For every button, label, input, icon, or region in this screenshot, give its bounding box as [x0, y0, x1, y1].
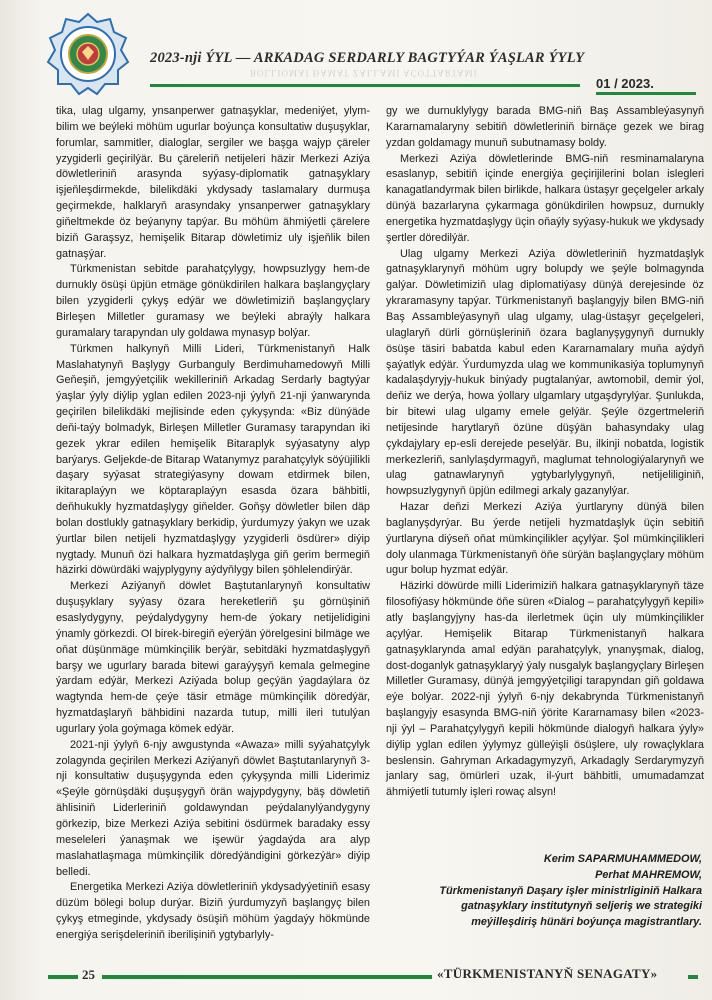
footer-rule-middle [102, 975, 432, 979]
header-title: 2023-nji ÝYL — ARKADAG SERDARLY BAGTYÝAR ÝAŞLAR ÝYLY [150, 50, 585, 66]
paragraph: Türkmen halkynyň Milli Lideri, Türkmenistanyň Halk Maslahatynyň Başlygy Gurbanguly Berdimuhamedowyň Milli Geňeşiň, jemgyýetçilik wekilleriniň Arkadag Serdarly bagtyýar ýaşlar ýyly diýlip yglan edilen 2023-nji ýylyň 21-nji ýanwarynda geçirilen bilelikdäki mejlisinde eden çykyşynda: «Biz dünýäde deňi-taýy bolmadyk, Birleşen Milletler Guramasy tarapyndan iki gezek ykrar edilen hemişelik Bitaraplyk syýasatyny alyp barýarys. Geljekde-de Bitarap Watanymyz parahatçylyk söýüjilikli daşary syýasat strategiýasyny dowam etdirmek bilen, ikitaraplaýyn we köptaraplaýyn esasda özara bähbitli, deňhukukly hyzmatdaşlygy giňelder. Goňşy döwletler bilen däp bolan dostlukly gatnaşyklary berkidip, ýurdumyzy ýakyn we uzak ýurtlar bilen netijeli hyzmatdaşlygy yzygiderli ösdürer» diýip nygtady. Munuň özi halkara hyzmatdaşlyga giň gerim bermegiň häzirki döwürdäki wajyplygyny aýdyňlygy bilen şöhlelendirýär. [56, 342, 370, 577]
paragraph: tika, ulag ulgamy, ynsanperwer gatnaşyklar, medeniýet, ylym-bilim we beýleki möhüm ugurlar boýunça konsultatiw duşuşyklar, forumlar, sammitler, dialoglar, sergiler we başga wajyp çäreler yzygiderli geçirilýär. Bu çäreleriň netijeleri häzir Merkezi Aziýa döwletleriniň arasynda syýasy-diplomatik gatnaşyklary işjeňleşdirmekde, bilelikdäki ykdysady taslamalary durmuşa geçirmekde, halklaryň arasyndaky ynsanperwer gatnaşyklary giňeltmekde öz beýanyny tapýar. Bu möhüm ähmiýetli çärelere biziň Garaşsyz, hemişelik Bitarap döwletimiz uly işjeňlik bilen gatnaşýar. [56, 105, 370, 260]
paragraph: Ulag ulgamy Merkezi Aziýa döwletleriniň hyzmatdaşlyk gatnaşyklarynyň möhüm ugry bolupdy we şeýle bolmagynda galýar. Döwletimiziň ulag diplomatiýasy dünýä derejesinde öz ykraramasyny tapýar. Türkmenistanyň başlangyjy bilen BMG-niň Baş Assambleýasynyň ulag ulgamy, ulag-üstaşyr geçelgeleri, ulaglaryň dürli görnüşleriniň özara baglanyşygynyň durnukly ösüşe täsiri babatda kabul eden Kararnamalary muňa aýdyň şaýatlyk edýär. Ýurdumyzda ulag we kommunikasiýa toplumynyň kadalaşdyryjy-hukuk binýady pugtalanýar, awtomobil, demir ýol, deňiz we derýa, howa ýollary ulgamlary utgaşdyrylýar. Şunlukda, bir bitewi ulag ulgamy emele gelýär. Şeýle özgertmeleriň netijesinde harytlaryň özüne düşýän bahasyndaky ulag çykdajylary ep-esli derejede peselýär. Bu, ilkinji nobatda, logistik merkezleriň, sanlylaşdyrmagyň, maglumat tehnologiýalarynyň we ulag gatnawlarynyň ygtybarlylygynyň, netijeliliginiň, howpsuzlygynyň üpjün edilmegi arkaly gazanylýar. [386, 247, 704, 498]
emblem-logo-icon [46, 12, 130, 96]
footer-rule-right [688, 975, 698, 979]
author-signature [410, 852, 702, 931]
journal-title: «TÜRKMENISTANYŇ SENAGATY» [437, 966, 658, 981]
paragraph: Hazar deňzi Merkezi Aziýa ýurtlaryny dünýä bilen baglanyşdyrýar. Bu ýerde netijeli hyzmatdaşlyk üçin sebitiň ýurtlaryna diýseň oňat mümkinçilikler açylýar. Şol mümkinçilikleri doly ulanmaga Türkmenistanyň öňe sürýän başlangyçlary möhüm ugur bolup hyzmat edýär. [386, 501, 704, 577]
paragraph: gy we durnuklylygy barada BMG-niň Baş Assambleýasynyň Kararnamalaryny sebitiň döwletleriniň birnäçe gezek we birag yzdan goldamagy munuň subutnamasy boldy. [386, 105, 704, 149]
header-ghost-text: BOLLIOMAI ĐAMAT ZALLAMI AĆOTTARTAMI [250, 68, 478, 78]
paragraph: 2021-nji ýylyň 6-njy awgustynda «Awaza» milli syýahatçylyk zolagynda geçirilen Merkezi Aziýanyň döwlet Baştutanlarynyň 3-nji konsultatiw duşuşygynda eden çykyşynda milli Liderimiz «Şeýle görnüşdäki duşuşygyň örän wajypdygyny, bäş döwletiň ählisiniň Liderleriniň goldawyndan peýdalanylýandygyny görkezip, bize Merkezi Aziýa sebitini ösdürmek baradaky essy meseleleri ýanaşmak we işewür ýagdaýda ara alyp maslahatlaşmaga mümkinçilik döredýändigini görkezýär» diýip belledi. [56, 738, 370, 878]
author-name: Perhat MAHREMOW, [595, 868, 702, 881]
author-affiliation: Türkmenistanyň Daşary işler ministrliginiň Halkara gatnaşyklary institutynyň seljeriş we strategiki meýilleşdiriş hünäri boýunça magistrantlary. [439, 884, 702, 929]
header-rule [150, 84, 580, 87]
paragraph: Merkezi Aziýanyň döwlet Baştutanlarynyň konsultatiw duşuşyklary syýasy özara hereketleriň şu görnüşiniň esaslydygyny, peýdalydygyny hem-de ýokary netijelidigini ýnamly görkezdi. Ol birek-biregiň eýerýän ýörelgesini bilmäge we oňat düşünmäge mümkinçilik berýär, sebitdäki hyzmatdaşlygyň barşy we ugurlary barada bitewi garaýyşyň kemala gelmegine ýardam edýär, Merkezi Aziýada bolup geçýän ýagdaýlara öz wagtynda hem-de çeýe täsir etmäge mümkinçilik döredýär, hyzmatdaşlaryň bähbidini nazarda tutup, milli ileri tutulýan ugurlary ýola goýmaga kömek edýär. [56, 580, 370, 735]
right-column [386, 104, 704, 801]
paragraph: Merkezi Aziýa döwletlerinde BMG-niň resminamalaryna esaslanyp, sebitiň içinde energiýa geçirijilerini bolan islegleri kanagatlandyrmak bilen birlikde, halkara üstaşyr geçelgeler arkaly dünýä bazarlaryna çykarmaga gönükdirilen howpsuz, durnukly energetika hyzmatdaşlygy üçin oňaýly syýasy-hukuk we ykdysady şertler döredilýär. [386, 152, 704, 244]
paragraph: Häzirki döwürde milli Liderimiziň halkara gatnaşyklarynyň täze filosofiýasy hökmünde öňe süren «Dialog – parahatçylygyň kepili» atly başlangyjyny has-da ilerletmek üçin uly mümkinçilikler açylýar. Hemişelik Bitarap Türkmenistanyň halkara gatnaşyklarynda amal edýän parahatçylyk, ynanyşmak, dialog, dost-doganlyk gatnaşyklaryý ýaly nusgalyk başlangyçlary Birleşen Milletler Guramasy, dünýä jemgyýetçiligi tarapyndan giň goldawa eýe bolýar. 2022-nji ýylyň 6-njy dekabrynda Türkmenistanyň başlangyjy esasynda BMG-niň ýörite Kararnamasy bilen «2023-nji ýyl – Parahatçylygyň kepili hökmünde dialogyň halkara ýyly» diýlip yglan edilen ýylymyz gülleýişli ösüşlere, uly rowaçlyklara beslensin. Gahryman Arkadagymyzyň, Arkadagly Serdarymyzyň janlary sag, ömürleri uzak, il-ýurt bähbitli, umumadamzat ähmiýetli tutumly işleri rowaç alsyn! [386, 580, 704, 799]
paragraph: Energetika Merkezi Aziýa döwletleriniň ykdysadyýetiniň esasy düzüm bölegi bolup durýar. Biziň ýurdumyzyň başlangyç bilen çykyş etmeginde, ykdysady ösüşiň möhüm ýagdaýy hökmünde energiýa serişdeleriniň iberilişiniň ygtybarlyly- [56, 881, 370, 941]
paragraph: Türkmenistan sebitde parahatçylygy, howpsuzlygy hem-de durnukly ösüşi üpjün etmäge gönükdirilen halkara başlangyçlary bilen yzygiderli çykyş edýär we döwletimiziň başlangyçlary Birleşen Milletler guramasy we beýleki abraýly halkara guramalary tarapyndan uly goldawa mynasyp bolýar. [56, 263, 370, 339]
left-column [56, 104, 370, 944]
page-number: 25 [82, 967, 95, 982]
issue-rule [596, 92, 696, 95]
footer-rule-left [48, 975, 78, 979]
author-name: Kerim SAPARMUHAMMEDOW, [543, 853, 702, 865]
issue-number: 01 / 2023. [596, 76, 654, 91]
